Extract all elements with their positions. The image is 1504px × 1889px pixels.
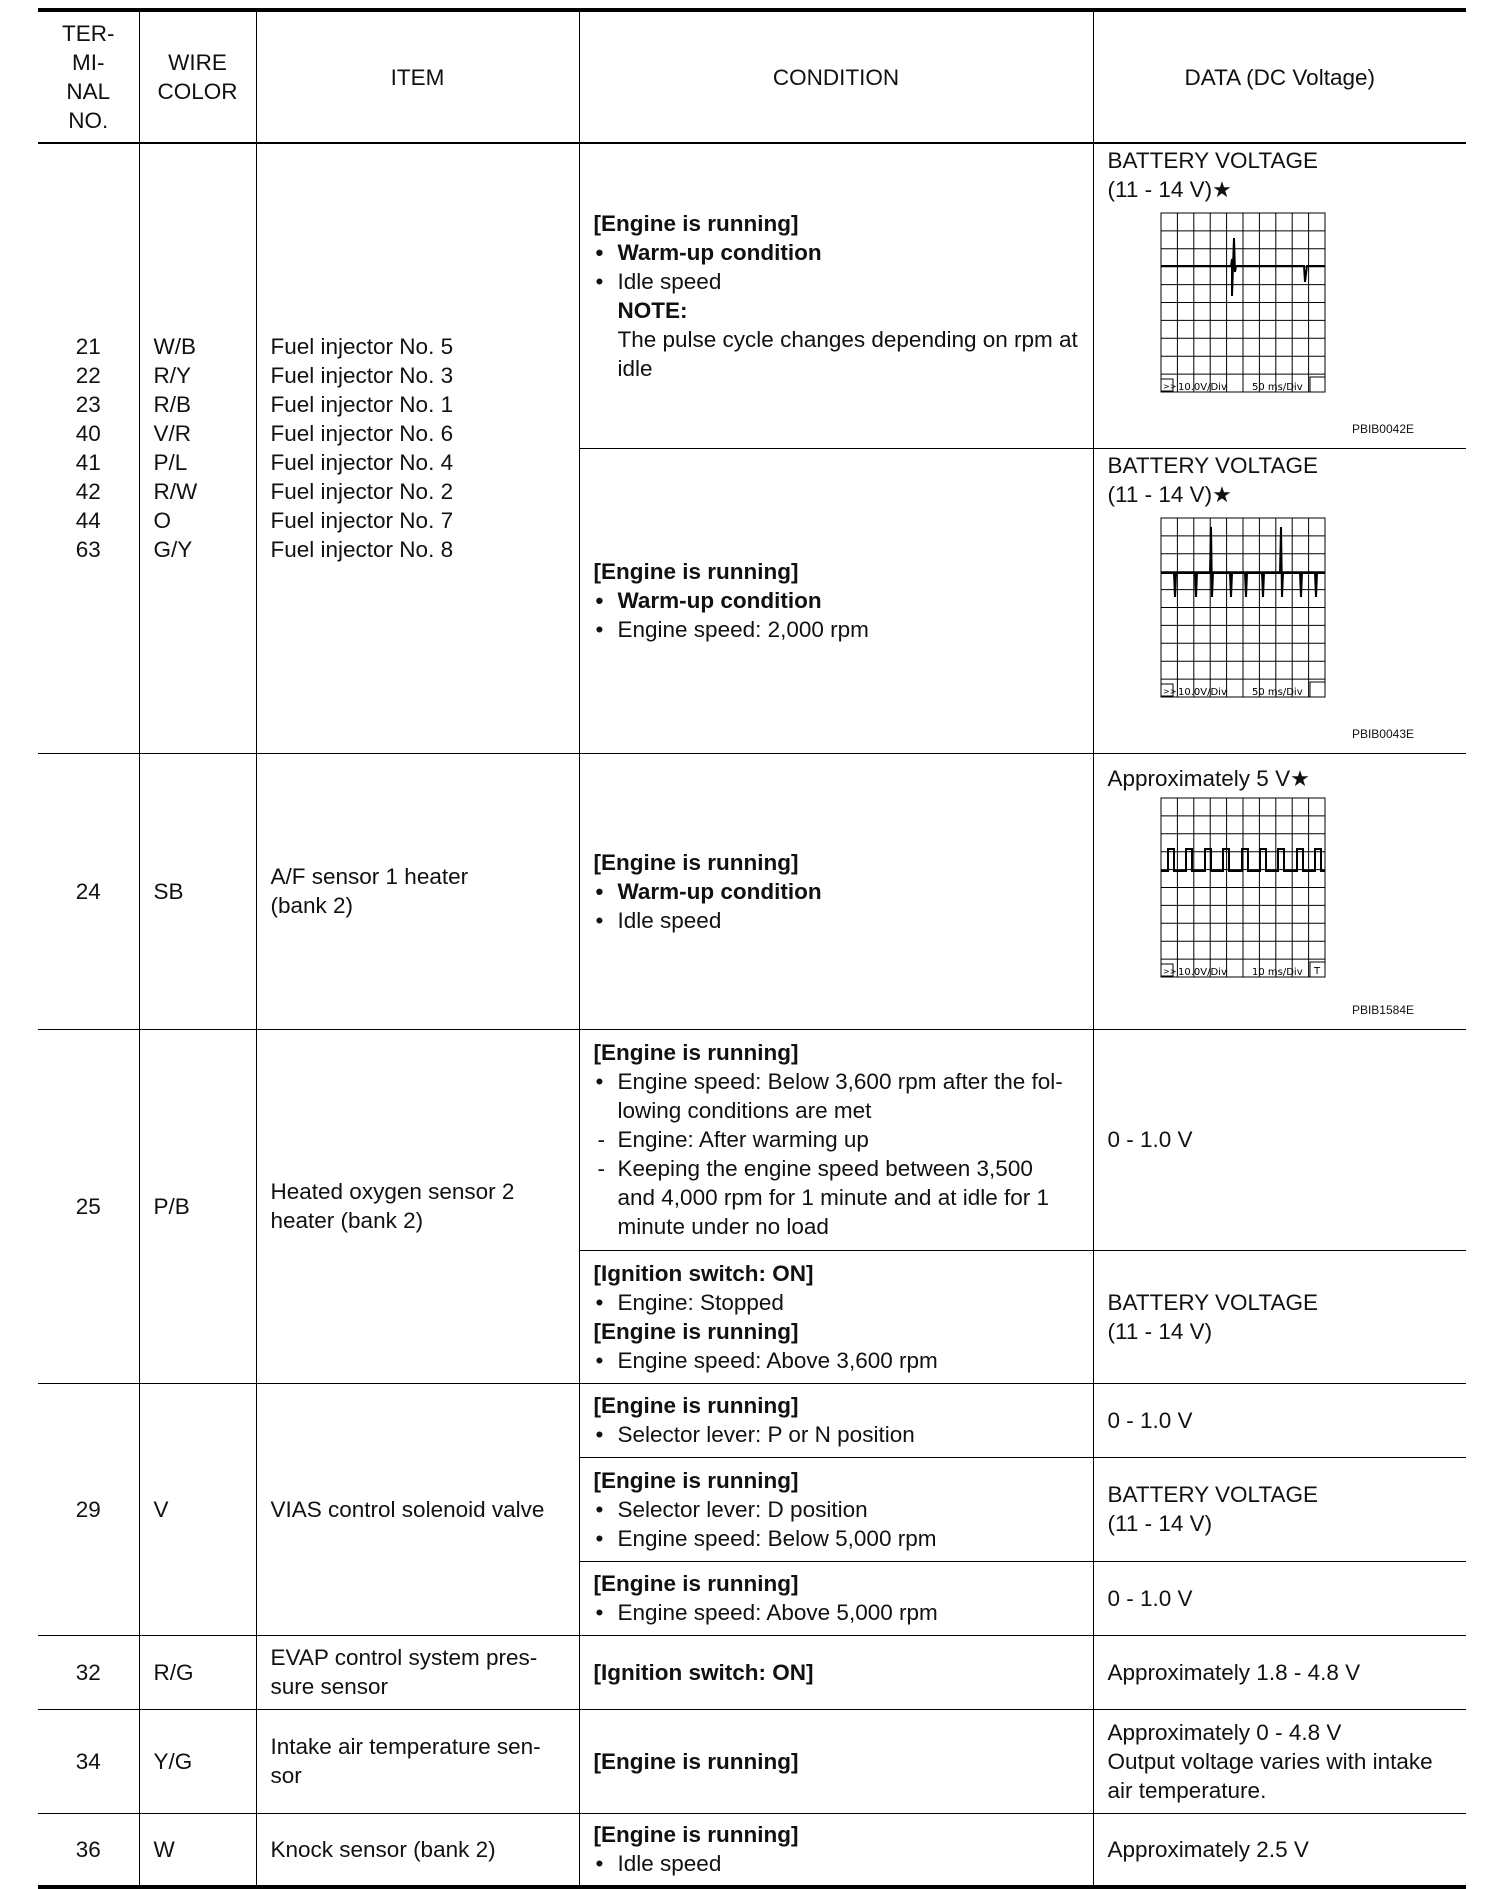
scale-volts: 10.0V/Div bbox=[1177, 382, 1227, 393]
data-32: Approximately 1.8 - 4.8 V bbox=[1093, 1635, 1466, 1709]
injector-wire-colors: W/B R/Y R/B V/R P/L R/W O G/Y bbox=[139, 143, 256, 753]
scale-time: 50 ms/Div bbox=[1251, 686, 1303, 698]
star-icon: ★ bbox=[1290, 765, 1310, 791]
scale-mark: T bbox=[1313, 965, 1320, 977]
condition-25-a bbox=[579, 1029, 1093, 1250]
figure-ref: PBIB1584E bbox=[1351, 1002, 1414, 1017]
condition-bullet: • Engine: Stopped bbox=[594, 1288, 1079, 1317]
oscilloscope-waveform-2000rpm bbox=[1160, 517, 1330, 707]
condition-34: [Engine is running] bbox=[579, 1709, 1093, 1813]
note-heading: NOTE: bbox=[617, 297, 688, 323]
data-text: (11 - 14 V) bbox=[1107, 481, 1213, 507]
injector-terminals: 21 22 23 40 41 42 44 63 bbox=[38, 143, 139, 753]
condition-29-c bbox=[579, 1561, 1093, 1635]
condition-bullet: • Engine speed: 2,000 rpm bbox=[594, 615, 1079, 644]
injector-condition-2000rpm bbox=[579, 448, 1093, 753]
condition-heading: [Engine is running] bbox=[593, 1822, 799, 1848]
condition-bullet: • Idle speed bbox=[594, 1849, 1079, 1878]
svg-text:>>: >> bbox=[1162, 382, 1176, 391]
item-34: Intake air temperature sen- sor bbox=[256, 1709, 579, 1813]
condition-24 bbox=[579, 753, 1093, 1029]
data-text: Approximately 5 V bbox=[1107, 765, 1291, 791]
data-text: BATTERY VOLTAGE bbox=[1107, 452, 1318, 478]
terminal-29: 29 bbox=[38, 1383, 139, 1635]
item-25: Heated oxygen sensor 2 heater (bank 2) bbox=[256, 1029, 579, 1383]
header-item: ITEM bbox=[256, 10, 579, 143]
figure-ref: PBIB0042E bbox=[1351, 421, 1414, 436]
terminal-36: 36 bbox=[38, 1813, 139, 1887]
condition-heading: [Engine is running] bbox=[593, 210, 799, 236]
star-icon: ★ bbox=[1212, 177, 1232, 202]
condition-25-b bbox=[579, 1250, 1093, 1383]
item-32: EVAP control system pres- sure sensor bbox=[256, 1635, 579, 1709]
condition-bullet: • Warm-up condition bbox=[594, 877, 1079, 906]
condition-29-a bbox=[579, 1383, 1093, 1457]
data-24 bbox=[1093, 753, 1466, 1029]
condition-heading: [Engine is running] bbox=[593, 1571, 799, 1596]
data-34: Approximately 0 - 4.8 V Output voltage varies with intake air temperature. bbox=[1093, 1709, 1466, 1813]
data-29-c: 0 - 1.0 V bbox=[1093, 1561, 1466, 1635]
condition-heading: [Engine is running] bbox=[593, 559, 799, 584]
injector-data-idle bbox=[1093, 143, 1466, 448]
condition-36 bbox=[579, 1813, 1093, 1887]
scale-volts: 10.0V/Div bbox=[1177, 686, 1227, 698]
condition-subitem: - Engine: After warming up bbox=[594, 1125, 1079, 1154]
data-text: BATTERY VOLTAGE bbox=[1107, 148, 1318, 173]
wire-34: Y/G bbox=[139, 1709, 256, 1813]
terminal-34: 34 bbox=[38, 1709, 139, 1813]
star-icon: ★ bbox=[1212, 481, 1232, 507]
condition-bullet: • Engine speed: Below 3,600 rpm after the fol- lowing conditions are met bbox=[594, 1067, 1079, 1125]
header-wire-color: WIRE COLOR bbox=[139, 10, 256, 143]
data-text: (11 - 14 V) bbox=[1107, 177, 1213, 202]
condition-29-b bbox=[579, 1457, 1093, 1561]
header-terminal-no: TER- MI- NAL NO. bbox=[38, 10, 139, 143]
svg-text:>>: >> bbox=[1162, 686, 1176, 696]
data-36: Approximately 2.5 V bbox=[1093, 1813, 1466, 1887]
header-condition: CONDITION bbox=[579, 10, 1093, 143]
condition-heading: [Engine is running] bbox=[593, 849, 799, 875]
wire-25: P/B bbox=[139, 1029, 256, 1383]
ecm-terminal-table bbox=[38, 8, 1466, 1889]
condition-heading: [Ignition switch: ON] bbox=[593, 1260, 814, 1286]
condition-subitem: - Keeping the engine speed between 3,500 and 4,000 rpm for 1 minute and at idle for 1 minute under no load bbox=[594, 1154, 1079, 1241]
condition-heading: [Engine is running] bbox=[593, 1040, 799, 1065]
condition-bullet: • Engine speed: Below 5,000 rpm bbox=[594, 1524, 1079, 1553]
condition-bullet: • Engine speed: Above 5,000 rpm bbox=[594, 1598, 1079, 1627]
data-25-a: 0 - 1.0 V bbox=[1093, 1029, 1466, 1250]
item-36: Knock sensor (bank 2) bbox=[256, 1813, 579, 1887]
injector-data-2000rpm bbox=[1093, 448, 1466, 753]
terminal-32: 32 bbox=[38, 1635, 139, 1709]
wire-29: V bbox=[139, 1383, 256, 1635]
item-24: A/F sensor 1 heater (bank 2) bbox=[256, 753, 579, 1029]
oscilloscope-waveform-idle bbox=[1160, 212, 1330, 402]
injector-condition-idle bbox=[579, 143, 1093, 448]
data-29-b: BATTERY VOLTAGE (11 - 14 V) bbox=[1093, 1457, 1466, 1561]
condition-heading: [Engine is running] bbox=[593, 1318, 799, 1344]
oscilloscope-waveform-af-heater bbox=[1160, 797, 1330, 987]
condition-bullet: • Idle speed bbox=[594, 906, 1079, 935]
condition-bullet: • Selector lever: D position bbox=[594, 1495, 1079, 1524]
scale-time: 10 ms/Div bbox=[1251, 966, 1303, 978]
condition-bullet: • Selector lever: P or N position bbox=[594, 1420, 1079, 1449]
data-25-b: BATTERY VOLTAGE (11 - 14 V) bbox=[1093, 1250, 1466, 1383]
scale-time: 50 ms/Div bbox=[1251, 382, 1303, 393]
condition-bullet: • Warm-up condition bbox=[594, 238, 1079, 267]
wire-36: W bbox=[139, 1813, 256, 1887]
item-29: VIAS control solenoid valve bbox=[256, 1383, 579, 1635]
note-text: The pulse cycle changes depending on rpm at idle bbox=[617, 326, 1078, 381]
condition-32: [Ignition switch: ON] bbox=[579, 1635, 1093, 1709]
condition-bullet: • Engine speed: Above 3,600 rpm bbox=[594, 1346, 1079, 1375]
injector-items: Fuel injector No. 5 Fuel injector No. 3 Fuel injector No. 1 Fuel injector No. 6 Fuel injector No. 4 Fuel injector No. 2 Fuel injector No. 7 Fuel injector No. 8 bbox=[256, 143, 579, 753]
terminal-25: 25 bbox=[38, 1029, 139, 1383]
figure-ref: PBIB0043E bbox=[1351, 726, 1414, 741]
wire-24: SB bbox=[139, 753, 256, 1029]
data-29-a: 0 - 1.0 V bbox=[1093, 1383, 1466, 1457]
terminal-24: 24 bbox=[38, 753, 139, 1029]
scale-volts: 10.0V/Div bbox=[1177, 966, 1227, 978]
svg-text:>>: >> bbox=[1162, 966, 1176, 976]
condition-heading: [Engine is running] bbox=[593, 1467, 799, 1493]
header-data: DATA (DC Voltage) bbox=[1093, 10, 1466, 143]
condition-bullet: • Warm-up condition bbox=[594, 586, 1079, 615]
wire-32: R/G bbox=[139, 1635, 256, 1709]
condition-bullet: • Idle speed bbox=[594, 267, 1079, 296]
condition-heading: [Engine is running] bbox=[593, 1393, 799, 1418]
